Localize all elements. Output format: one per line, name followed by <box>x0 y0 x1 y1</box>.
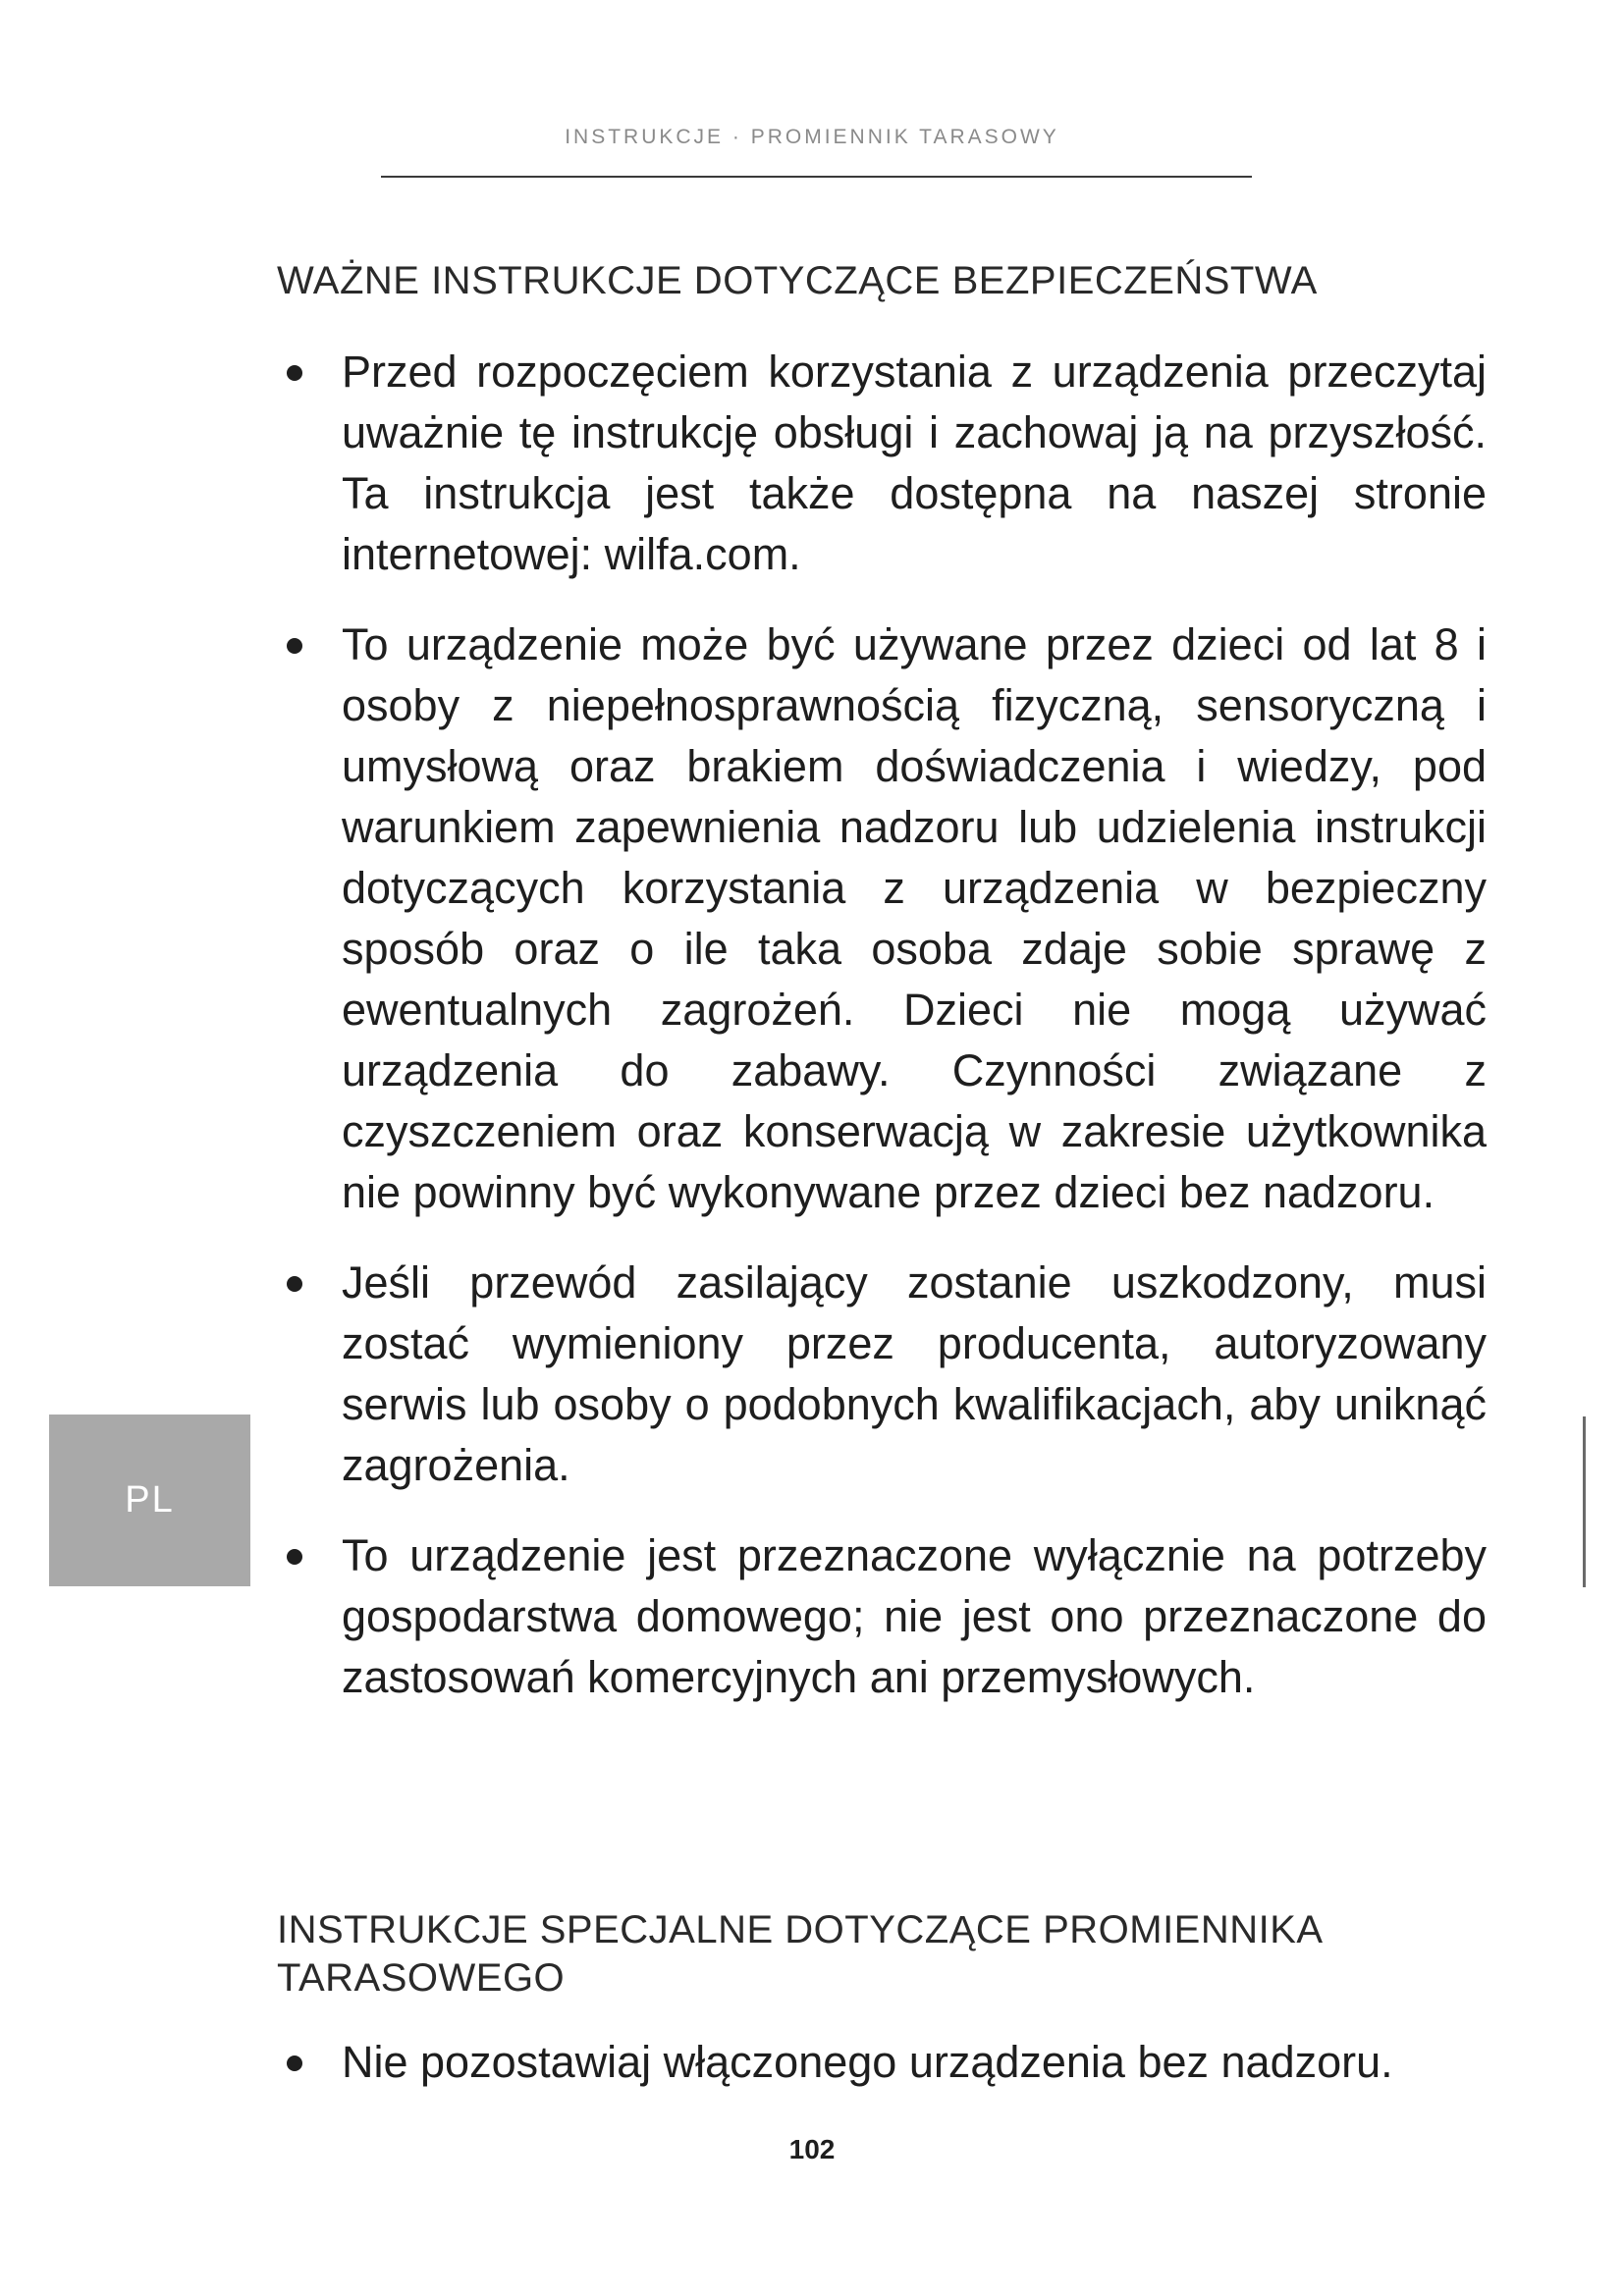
page-number: 102 <box>788 2134 836 2164</box>
running-header: INSTRUKCJE · PROMIENNIK TARASOWY <box>565 126 1059 148</box>
bullet-icon <box>287 1276 302 1292</box>
language-tab-label: PL <box>125 1479 175 1521</box>
bullet-icon <box>287 2056 302 2071</box>
language-tab <box>49 1415 250 1586</box>
bullet-icon <box>287 365 302 381</box>
bullet-icon <box>287 638 302 654</box>
heater-instructions-list <box>277 2032 1487 2122</box>
list-item <box>277 342 1487 585</box>
list-item <box>277 614 1487 1223</box>
list-item-text: Jeśli przewód zasilający zostanie uszkodzony, musi zostać wymieniony przez producenta, autoryzowany serwis lub osoby o podobnych kwalifikacjach, aby uniknąć zagrożenia. <box>342 1257 1487 1490</box>
list-item-text: Nie pozostawiaj włączonego urządzenia bez nadzoru. <box>342 2037 1393 2087</box>
bullet-icon <box>287 1549 302 1565</box>
safety-instructions-list <box>277 342 1487 1737</box>
section-heading-heater: INSTRUKCJE SPECJALNE DOTYCZĄCE PROMIENNIKA TARASOWEGO <box>277 1908 1322 2000</box>
list-item <box>277 2032 1487 2093</box>
list-item <box>277 1525 1487 1708</box>
list-item-text: To urządzenie jest przeznaczone wyłącznie na potrzeby gospodarstwa domowego; nie jest ono przeznaczone do zastosowań komercyjnych ani przemysłowych. <box>342 1530 1487 1702</box>
list-item-text: To urządzenie może być używane przez dzieci od lat 8 i osoby z niepełnosprawnością fizyczną, sensoryczną i umysłową oraz brakiem doświadczenia i wiedzy, pod warunkiem zapewnienia nadzoru lub udzielenia instrukcji dotyczących korzystania z urządzenia w bezpieczny sposób oraz o ile taka osoba zdaje sobie sprawę z ewentualnych zagrożeń. Dzieci nie mogą używać urządzenia do zabawy. Czynności związane z czyszczeniem oraz konserwacją w zakresie użytkownika nie powinny być wykonywane przez dzieci bez nadzoru. <box>342 619 1487 1217</box>
list-item-text: Przed rozpoczęciem korzystania z urządzenia przeczytaj uważnie tę instrukcję obsługi i zachowaj ją na przyszłość. Ta instrukcja jest także dostępna na naszej stronie internetowej: wilfa.com. <box>342 347 1487 579</box>
page-edge-marker <box>1583 1416 1586 1587</box>
list-item <box>277 1253 1487 1496</box>
section-heading-safety: WAŻNE INSTRUKCJE DOTYCZĄCE BEZPIECZEŃSTWA <box>277 259 1318 302</box>
header-divider <box>381 176 1252 178</box>
